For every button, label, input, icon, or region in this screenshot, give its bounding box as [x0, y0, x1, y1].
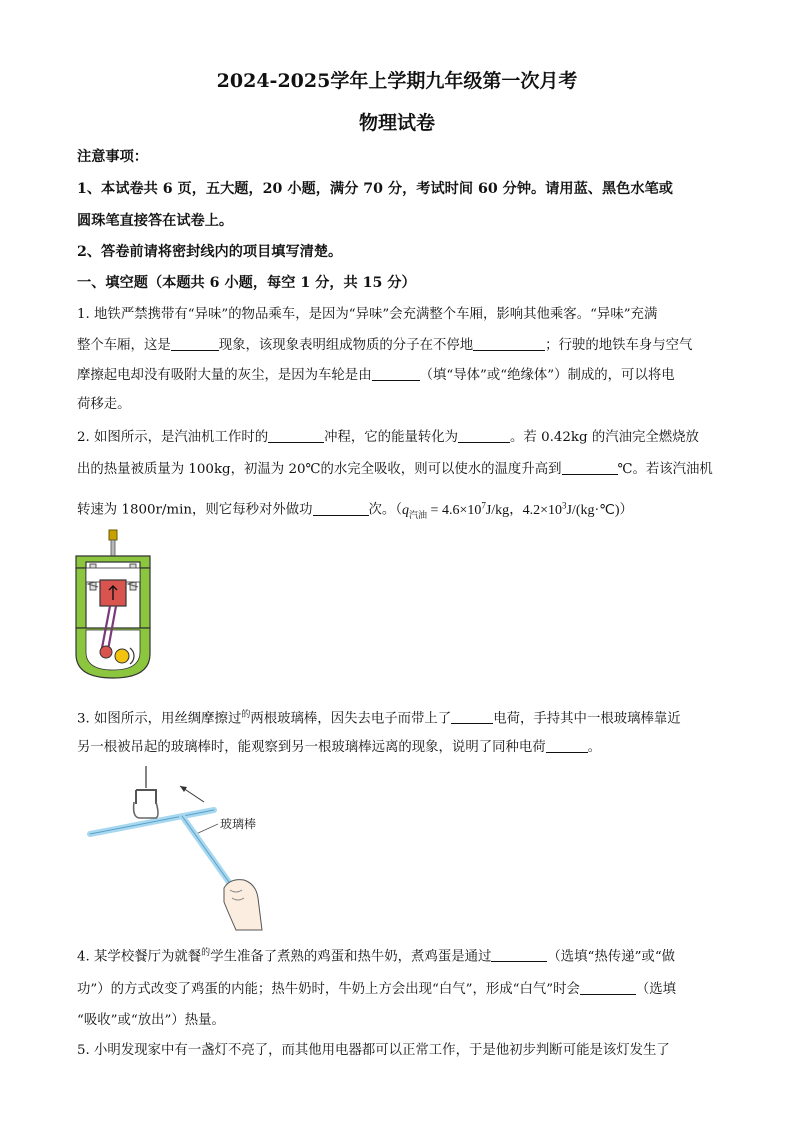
q3-text: 另一根被吊起的玻璃棒时，能观察到另一根玻璃棒远离的现象，说明了同种电荷 — [77, 740, 546, 755]
crank-icon — [100, 646, 112, 658]
q4-text: 功”）的方式改变了鸡蛋的内能；热牛奶时，牛奶上方会出现“白气”，形成“白气”时会 — [77, 982, 580, 997]
arrow-icon — [180, 786, 187, 792]
section-1-heading: 一、填空题（本题共 6 小题，每空 1 分，共 15 分） — [77, 275, 416, 291]
notice-item-1-line-2: 圆珠笔直接答在试卷上。 — [77, 213, 234, 229]
q1-text: 整个车厢，这是 — [77, 338, 171, 353]
q3-text: 两根玻璃棒，因失去电子而带上了 — [250, 711, 452, 727]
holder-icon — [136, 790, 156, 804]
answer-blank[interactable] — [491, 947, 547, 962]
q3-text: 的 — [241, 710, 251, 720]
q2-text: ） — [619, 502, 633, 518]
q4-line-2 — [77, 980, 722, 999]
notice-item-2: 2、答卷前请将密封线内的项目填写清楚。 — [77, 244, 343, 260]
notice-heading: 注意事项： — [77, 149, 148, 165]
q4-text: （选填“热传递”或“做 — [547, 949, 676, 965]
q1-line-1: 1. 地铁严禁携带有“异味”的物品乘车，是因为“异味”会充满整个车厢，影响其他乘客。“异味”充满 — [77, 307, 658, 322]
answer-blank[interactable] — [546, 738, 588, 753]
q2-line-3 — [77, 496, 722, 523]
exam-subtitle: 物理试卷 — [358, 112, 435, 134]
glass-rod-figure — [86, 766, 276, 932]
q4-line-1 — [77, 944, 722, 966]
q3-text: 3. 如图所示，用丝绸摩擦过 — [77, 711, 242, 727]
q2-line-2 — [77, 460, 722, 479]
q4-line-3: “吸收”或“放出”）热量。 — [77, 1013, 225, 1028]
answer-blank[interactable] — [372, 366, 420, 381]
exam-title: 2024-2025学年上学期九年级第一次月考 — [216, 70, 578, 92]
answer-blank[interactable] — [473, 336, 545, 351]
spark-plug-icon — [109, 530, 117, 540]
q1-text: 摩擦起电却没有吸附大量的灰尘，是因为车轮是由 — [77, 368, 372, 383]
q4-text: 的 — [201, 948, 211, 958]
answer-blank[interactable] — [580, 980, 636, 995]
gasoline-engine-figure — [66, 528, 160, 680]
q3-text: 电荷，手持其中一根玻璃棒靠近 — [493, 711, 681, 727]
answer-blank[interactable] — [171, 336, 219, 351]
q5-line-1: 5. 小明发现家中有一盏灯不亮了，而其他用电器都可以正常工作，于是他初步判断可能是该灯发生了 — [77, 1043, 670, 1058]
q4-text: 学生准备了煮熟的鸡蛋和热牛奶，煮鸡蛋是通过 — [210, 949, 492, 965]
q3-line-1 — [77, 706, 722, 728]
answer-blank[interactable] — [268, 428, 324, 443]
q2-text: 次。（ — [368, 502, 403, 518]
q3-text: 。 — [587, 740, 602, 755]
q2-text: ℃。若该汽油机 — [617, 462, 713, 477]
q1-line-4: 荷移走。 — [77, 397, 131, 412]
q4-text: 4. 某学校餐厅为就餐 — [77, 949, 202, 965]
answer-blank[interactable] — [458, 428, 510, 443]
q1-text: （填“导体”或“绝缘体”）制成的，可以将电 — [419, 368, 675, 383]
water-specific-heat-formula: $4.2\times 10^3J/(kg\cdot℃)$ — [522, 500, 620, 518]
answer-blank[interactable] — [313, 501, 369, 516]
q1-line-3 — [77, 366, 722, 385]
q2-text: 出的热量被质量为 100kg，初温为 20℃的水完全吸收，则可以使水的温度升高到 — [77, 462, 562, 477]
answer-blank[interactable] — [451, 709, 493, 724]
q1-text: 现象，该现象表明组成物质的分子在不停地 — [218, 338, 474, 353]
notice-item-1-line-1: 1、本试卷共 6 页，五大题，20 小题，满分 70 分，考试时间 60 分钟。请用蓝、黑色水笔或 — [77, 181, 673, 197]
hand-icon — [224, 880, 262, 930]
glass-rod-label: 玻璃棒 — [220, 817, 257, 831]
q1-line-2 — [77, 336, 722, 355]
gasoline-heat-value-formula: $q_{汽油} = 4.6\times 10^7J/kg$ — [402, 500, 510, 520]
q2-text: 2. 如图所示，是汽油机工作时的 — [77, 430, 269, 445]
q2-text: 转速为 1800r/min，则它每秒对外做功 — [77, 502, 313, 518]
q3-line-2 — [77, 738, 722, 757]
answer-blank[interactable] — [562, 460, 618, 475]
q1-text: ；行驶的地铁车身与空气 — [545, 338, 693, 353]
q2-line-1 — [77, 428, 722, 447]
q2-text: 冲程，它的能量转化为 — [324, 430, 459, 445]
q4-text: （选填 — [635, 982, 677, 997]
q2-text: ， — [509, 502, 523, 518]
flywheel-icon — [115, 649, 129, 663]
q2-text: 。若 0.42kg 的汽油完全燃烧放 — [510, 430, 699, 445]
